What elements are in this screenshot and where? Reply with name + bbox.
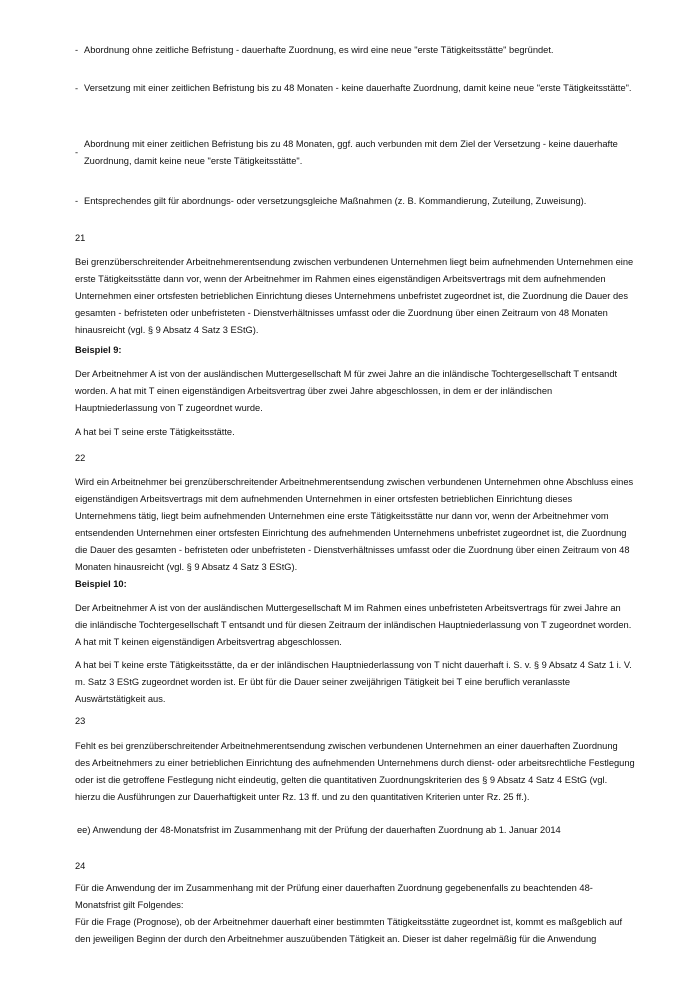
margin-number: 22 — [75, 453, 86, 463]
bullet-text: Abordnung mit einer zeitlichen Befristung bis zu 48 Monaten, ggf. auch verbunden mit dem Ziel der Versetzung - keine dauerhafte Zuordnung, damit keine neue "erste Tätigkeitsstätte". — [84, 139, 618, 166]
section-heading: ee) Anwendung der 48-Monatsfrist im Zusammenhang mit der Prüfung der dauerhaften Zuordnung ab 1. Januar 2014 — [77, 825, 561, 835]
margin-number: 21 — [75, 233, 86, 243]
paragraph: Bei grenzüberschreitender Arbeitnehmerentsendung zwischen verbundenen Unternehmen liegt beim aufnehmenden Unternehmen eine erste Tätigkeitsstätte dann vor, wenn der Arbeitnehmer im Rahmen eines eigenständigen Arbeitsvertrags mit dem aufnehmenden Unternehmen einer ortsfesten betrieblichen Einrichtung dieses Unternehmens unbefristet zugeordnet ist, die Zuordnung die Dauer des gesamten - befristeten oder unbefristeten - Dienstverhältnisses umfasst oder die Zuordnung über einen Zeitraum von 48 Monaten hinausreicht (vgl. § 9 Absatz 4 Satz 3 EStG). — [75, 257, 634, 335]
paragraph: A hat bei T keine erste Tätigkeitsstätte, da er der inländischen Hauptniederlassung von T nicht dauerhaft i. S. v. § 9 Absatz 4 Satz 1 i. V. m. Satz 3 EStG zugeordnet worden ist. Er übt für die Dauer seiner zweijährigen Tätigkeit bei T eine beruflich veranlasste Auswärtstätigkeit aus. — [75, 660, 632, 704]
margin-number: 23 — [75, 716, 86, 726]
bullet-text: Abordnung ohne zeitliche Befristung - dauerhafte Zuordnung, es wird eine neue "erste Tätigkeitsstätte" begründet. — [84, 45, 554, 55]
paragraph: Wird ein Arbeitnehmer bei grenzüberschreitender Arbeitnehmerentsendung zwischen verbundenen Unternehmen ohne Abschluss eines eigenständigen Arbeitsvertrags mit dem aufnehmenden Unternehmen in einer ortsfesten betrieblichen Einrichtung dieses Unternehmens tätig, liegt beim aufnehmenden Unternehmen eine erste Tätigkeitsstätte nur dann vor, wenn der Arbeitnehmer vom entsendenden Unternehmen einer ortsfesten Einrichtung des aufnehmenden Unternehmens unbefristet zugeordnet ist, die Zuordnung die Dauer des gesamten - befristeten oder unbefristeten - Dienstverhältnisses umfasst oder die Zuordnung über einen Zeitraum von 48 Monaten hinausreicht (vgl. § 9 Absatz 4 Satz 3 EStG). — [75, 477, 634, 572]
bullet-dash: - — [75, 83, 79, 93]
bullet-dash: - — [75, 45, 79, 55]
paragraph: Fehlt es bei grenzüberschreitender Arbeitnehmerentsendung zwischen verbundenen Unternehmen an einer dauerhaften Zuordnung des Arbeitnehmers zu einer betrieblichen Einrichtung des aufnehmenden Unternehmens durch dienst- oder arbeitsrechtliche Festlegung oder ist die getroffene Festlegung nicht eindeutig, gelten die quantitativen Zuordnungskriterien des § 9 Absatz 4 Satz 4 EStG (vgl. hierzu die Ausführungen zur Dauerhaftigkeit unter Rz. 13 ff. und zu den quantitativen Kriterien unter Rz. 25 ff.). — [75, 741, 635, 802]
bullet-item — [75, 80, 635, 97]
bullet-item — [75, 136, 635, 170]
paragraph: Der Arbeitnehmer A ist von der ausländischen Muttergesellschaft M für zwei Jahre an die inländische Tochtergesellschaft T entsandt worden. A hat mit T einen eigenständigen Arbeitsvertrag über zwei Jahre abgeschlossen, in dem er der inländischen Hauptniederlassung von T zugeordnet wurde. — [75, 369, 618, 413]
bullet-text: Versetzung mit einer zeitlichen Befristung bis zu 48 Monaten - keine dauerhafte Zuordnung, damit keine neue "erste Tätigkeitsstätte". — [84, 83, 632, 93]
example-heading: Beispiel 10: — [75, 579, 127, 589]
paragraph: Der Arbeitnehmer A ist von der ausländischen Muttergesellschaft M im Rahmen eines unbefristeten Arbeitsvertrags für zwei Jahre an die inländische Tochtergesellschaft T entsandt und für diesen Zeitraum der inländischen Hauptniederlassung von T zugeordnet worden. A hat mit T keinen eigenständigen Arbeitsvertrag abgeschlossen. — [75, 603, 632, 647]
paragraph: Für die Frage (Prognose), ob der Arbeitnehmer dauerhaft einer bestimmten Tätigkeitsstätte zugeordnet ist, kommt es maßgeblich auf den jeweiligen Beginn der durch den Arbeitnehmer auszuübenden Tätigkeit an. Dieser ist daher regelmäßig für die Anwendung — [75, 917, 623, 944]
example-heading: Beispiel 9: — [75, 345, 122, 355]
paragraph: Für die Anwendung der im Zusammenhang mit der Prüfung einer dauerhaften Zuordnung gegebenenfalls zu beachtenden 48-Monatsfrist gilt Folgendes: — [75, 883, 593, 910]
bullet-dash: - — [75, 147, 79, 158]
bullet-item — [75, 42, 635, 59]
bullet-text: Entsprechendes gilt für abordnungs- oder versetzungsgleiche Maßnahmen (z. B. Kommandierung, Zuteilung, Zuweisung). — [84, 196, 587, 206]
bullet-dash: - — [75, 196, 79, 206]
bullet-item — [75, 193, 635, 210]
margin-number: 24 — [75, 861, 86, 871]
paragraph: A hat bei T seine erste Tätigkeitsstätte. — [75, 427, 235, 437]
